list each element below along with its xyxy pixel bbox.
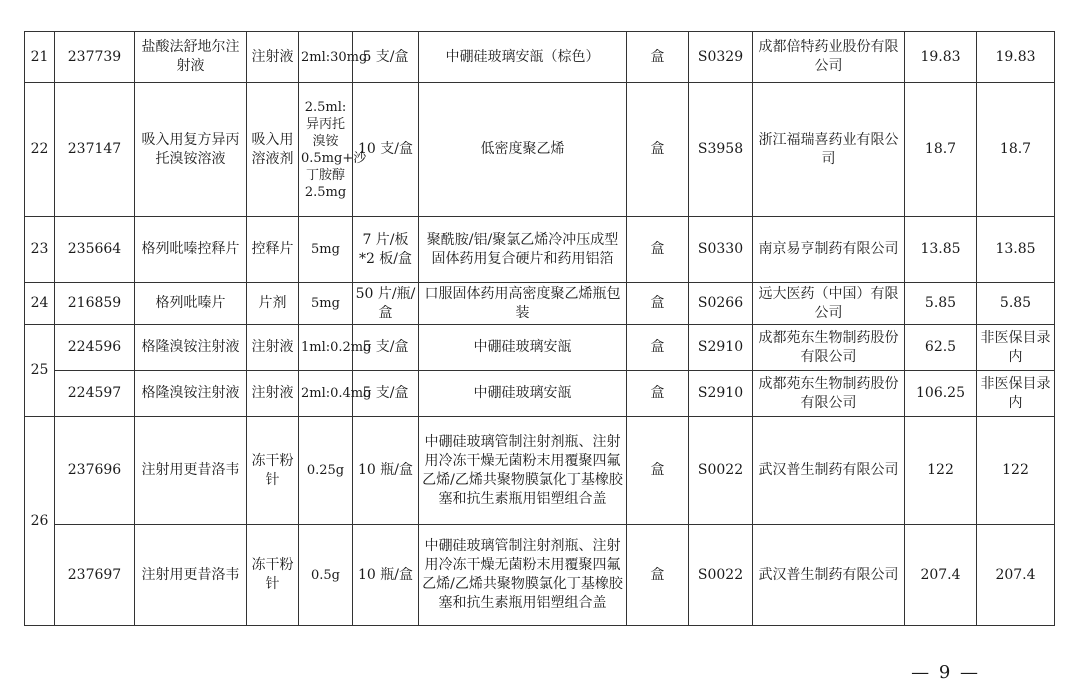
dosage-form: 注射液 xyxy=(247,325,299,371)
product-code: 237739 xyxy=(55,32,135,83)
packaging-material: 口服固体药用高密度聚乙烯瓶包装 xyxy=(419,283,627,325)
reimbursement-price: 122 xyxy=(977,417,1055,525)
standard-code: S3958 xyxy=(689,83,753,217)
standard-code: S2910 xyxy=(689,371,753,417)
package: 5 支/盒 xyxy=(353,325,419,371)
product-code: 224596 xyxy=(55,325,135,371)
product-code: 224597 xyxy=(55,371,135,417)
standard-code: S0329 xyxy=(689,32,753,83)
package: 10 瓶/盒 xyxy=(353,525,419,626)
packaging-material: 中硼硅玻璃管制注射剂瓶、注射用冷冻干燥无菌粉末用覆聚四氟乙烯/乙烯共聚物膜氯化丁基橡胶塞和抗生素瓶用铝塑组合盖 xyxy=(419,525,627,626)
dosage-form: 控释片 xyxy=(247,217,299,283)
table-row xyxy=(25,83,1055,217)
company: 武汉普生制药有限公司 xyxy=(753,525,905,626)
table-row xyxy=(25,217,1055,283)
specification: 2ml:30mg xyxy=(299,32,353,83)
package: 50 片/瓶/盒 xyxy=(353,283,419,325)
dosage-form: 注射液 xyxy=(247,32,299,83)
price: 106.25 xyxy=(905,371,977,417)
dosage-form: 片剂 xyxy=(247,283,299,325)
packaging-material: 中硼硅玻璃安瓿 xyxy=(419,325,627,371)
unit: 盒 xyxy=(627,83,689,217)
package: 7 片/板*2 板/盒 xyxy=(353,217,419,283)
product-name: 格隆溴铵注射液 xyxy=(135,371,247,417)
row-number: 25 xyxy=(25,325,55,417)
unit: 盒 xyxy=(627,371,689,417)
reimbursement-price: 207.4 xyxy=(977,525,1055,626)
price: 62.5 xyxy=(905,325,977,371)
product-name: 盐酸法舒地尔注射液 xyxy=(135,32,247,83)
row-number: 26 xyxy=(25,417,55,626)
row-number: 24 xyxy=(25,283,55,325)
price: 5.85 xyxy=(905,283,977,325)
company: 成都倍特药业股份有限公司 xyxy=(753,32,905,83)
product-name: 吸入用复方异丙托溴铵溶液 xyxy=(135,83,247,217)
packaging-material: 聚酰胺/铝/聚氯乙烯冷冲压成型固体药用复合硬片和药用铝箔 xyxy=(419,217,627,283)
product-name: 格隆溴铵注射液 xyxy=(135,325,247,371)
reimbursement-price: 13.85 xyxy=(977,217,1055,283)
price: 18.7 xyxy=(905,83,977,217)
specification: 0.25g xyxy=(299,417,353,525)
price: 122 xyxy=(905,417,977,525)
reimbursement-price: 非医保目录内 xyxy=(977,325,1055,371)
table-row xyxy=(25,417,1055,525)
reimbursement-price: 5.85 xyxy=(977,283,1055,325)
table-row xyxy=(25,283,1055,325)
company: 远大医药（中国）有限公司 xyxy=(753,283,905,325)
unit: 盒 xyxy=(627,283,689,325)
dosage-form: 吸入用溶液剂 xyxy=(247,83,299,217)
unit: 盒 xyxy=(627,325,689,371)
unit: 盒 xyxy=(627,32,689,83)
product-code: 237147 xyxy=(55,83,135,217)
standard-code: S0022 xyxy=(689,525,753,626)
unit: 盒 xyxy=(627,525,689,626)
price: 19.83 xyxy=(905,32,977,83)
dosage-form: 注射液 xyxy=(247,371,299,417)
page-number: — 9 — xyxy=(911,662,980,683)
package: 10 瓶/盒 xyxy=(353,417,419,525)
price: 207.4 xyxy=(905,525,977,626)
company: 成都苑东生物制药股份有限公司 xyxy=(753,325,905,371)
reimbursement-price: 非医保目录内 xyxy=(977,371,1055,417)
specification: 0.5g xyxy=(299,525,353,626)
product-code: 237697 xyxy=(55,525,135,626)
product-name: 格列吡嗪片 xyxy=(135,283,247,325)
company: 浙江福瑞喜药业有限公司 xyxy=(753,83,905,217)
product-code: 235664 xyxy=(55,217,135,283)
packaging-material: 中硼硅玻璃安瓿 xyxy=(419,371,627,417)
reimbursement-price: 19.83 xyxy=(977,32,1055,83)
standard-code: S2910 xyxy=(689,325,753,371)
packaging-material: 中硼硅玻璃安瓿（棕色） xyxy=(419,32,627,83)
specification: 2ml:0.4mg xyxy=(299,371,353,417)
product-code: 237696 xyxy=(55,417,135,525)
product-name: 注射用更昔洛韦 xyxy=(135,525,247,626)
row-number: 23 xyxy=(25,217,55,283)
table-row xyxy=(25,32,1055,83)
specification: 5mg xyxy=(299,283,353,325)
product-code: 216859 xyxy=(55,283,135,325)
reimbursement-price: 18.7 xyxy=(977,83,1055,217)
product-name: 格列吡嗪控释片 xyxy=(135,217,247,283)
packaging-material: 低密度聚乙烯 xyxy=(419,83,627,217)
company: 武汉普生制药有限公司 xyxy=(753,417,905,525)
table-row xyxy=(25,525,1055,626)
specification: 2.5ml:异丙托溴铵0.5mg+沙丁胺醇2.5mg xyxy=(299,83,353,217)
table-row xyxy=(25,371,1055,417)
package: 5 支/盒 xyxy=(353,371,419,417)
package: 10 支/盒 xyxy=(353,83,419,217)
unit: 盒 xyxy=(627,217,689,283)
company: 南京易亨制药有限公司 xyxy=(753,217,905,283)
dosage-form: 冻干粉针 xyxy=(247,417,299,525)
standard-code: S0022 xyxy=(689,417,753,525)
unit: 盒 xyxy=(627,417,689,525)
row-number: 22 xyxy=(25,83,55,217)
row-number: 21 xyxy=(25,32,55,83)
packaging-material: 中硼硅玻璃管制注射剂瓶、注射用冷冻干燥无菌粉末用覆聚四氟乙烯/乙烯共聚物膜氯化丁基橡胶塞和抗生素瓶用铝塑组合盖 xyxy=(419,417,627,525)
table-row xyxy=(25,325,1055,371)
standard-code: S0330 xyxy=(689,217,753,283)
price: 13.85 xyxy=(905,217,977,283)
dosage-form: 冻干粉针 xyxy=(247,525,299,626)
standard-code: S0266 xyxy=(689,283,753,325)
company: 成都苑东生物制药股份有限公司 xyxy=(753,371,905,417)
product-name: 注射用更昔洛韦 xyxy=(135,417,247,525)
specification: 1ml:0.2mg xyxy=(299,325,353,371)
package: 5 支/盒 xyxy=(353,32,419,83)
specification: 5mg xyxy=(299,217,353,283)
drug-price-table xyxy=(24,31,1055,626)
